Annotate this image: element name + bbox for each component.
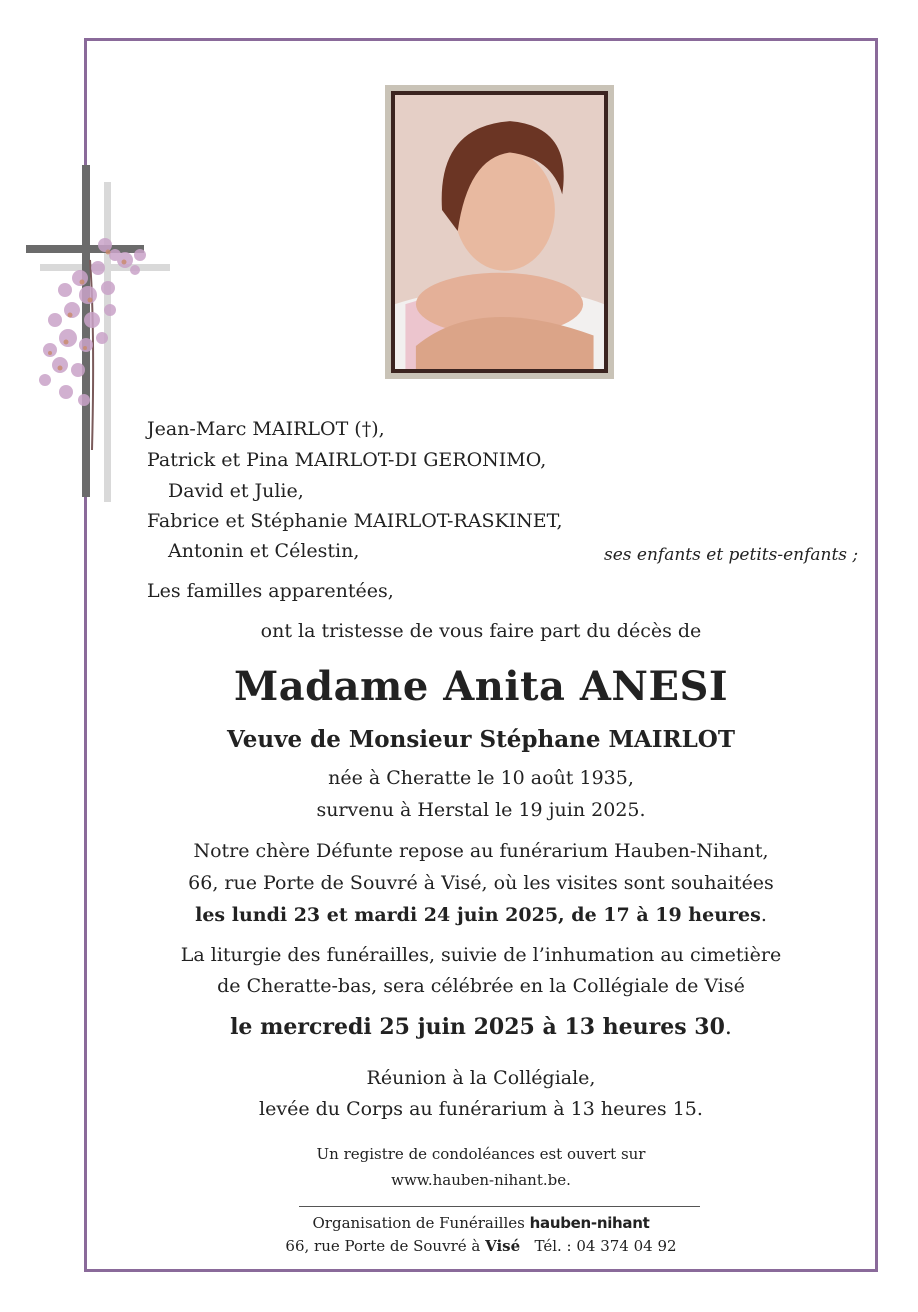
family-relatives: Les familles apparentées, xyxy=(147,580,394,602)
family-line-david: David et Julie, xyxy=(168,480,304,502)
visitation-line-2: 66, rue Porte de Souvré à Visé, où les visites sont souhaitées xyxy=(188,872,774,894)
footer-city: Visé xyxy=(485,1237,521,1255)
condolences-line: Un registre de condoléances est ouvert sur xyxy=(316,1145,646,1163)
funeral-line-2: de Cheratte-bas, sera célébrée en la Collégiale de Visé xyxy=(217,975,745,997)
condolences-url[interactable]: www.hauben-nihant.be. xyxy=(391,1171,571,1189)
funeral-line-1: La liturgie des funérailles, suivie de l’inhumation au cimetière xyxy=(180,944,782,966)
meeting-line-1: Réunion à la Collégiale, xyxy=(366,1067,596,1089)
announcement-intro: ont la tristesse de vous faire part du décès de xyxy=(260,620,702,642)
footer-organisation xyxy=(84,1214,878,1232)
footer-contact xyxy=(84,1237,878,1255)
visitation-line-1: Notre chère Défunte repose au funérarium Hauben-Nihant, xyxy=(193,840,769,862)
visitation-dates-line xyxy=(84,903,878,927)
family-relation-note: ses enfants et petits-enfants ; xyxy=(604,545,859,565)
funeral-home-logo: hauben-nihant xyxy=(529,1214,650,1232)
footer-divider xyxy=(299,1206,700,1207)
birth-info: née à Cheratte le 10 août 1935, xyxy=(328,767,634,789)
funeral-period: . xyxy=(724,1015,732,1040)
footer-address: 66, rue Porte de Souvré à xyxy=(285,1237,481,1255)
family-line-patrick: Patrick et Pina MAIRLOT-DI GERONIMO, xyxy=(147,449,547,471)
portrait-frame xyxy=(385,85,614,379)
family-line-antonin: Antonin et Célestin, xyxy=(168,540,360,562)
funeral-date-line xyxy=(84,1014,878,1040)
family-line-fabrice: Fabrice et Stéphanie MAIRLOT-RASKINET, xyxy=(147,510,563,532)
footer-phone: Tél. : 04 374 04 92 xyxy=(534,1237,677,1255)
death-info: survenu à Herstal le 19 juin 2025. xyxy=(316,799,646,821)
widow-of: Veuve de Monsieur Stéphane MAIRLOT xyxy=(227,726,735,753)
family-line-jean-marc: Jean-Marc MAIRLOT (†), xyxy=(147,418,385,440)
deceased-name: Madame Anita ANESI xyxy=(233,663,729,710)
meeting-line-2: levée du Corps au funérarium à 13 heures 15. xyxy=(259,1098,703,1120)
footer-org-label: Organisation de Funérailles xyxy=(312,1214,525,1232)
funeral-date: le mercredi 25 juin 2025 à 13 heures 30 xyxy=(230,1014,725,1040)
visitation-dates: les lundi 23 et mardi 24 juin 2025, de 17 à 19 heures xyxy=(195,904,761,926)
portrait-photo xyxy=(391,91,608,373)
visitation-period: . xyxy=(760,904,767,926)
